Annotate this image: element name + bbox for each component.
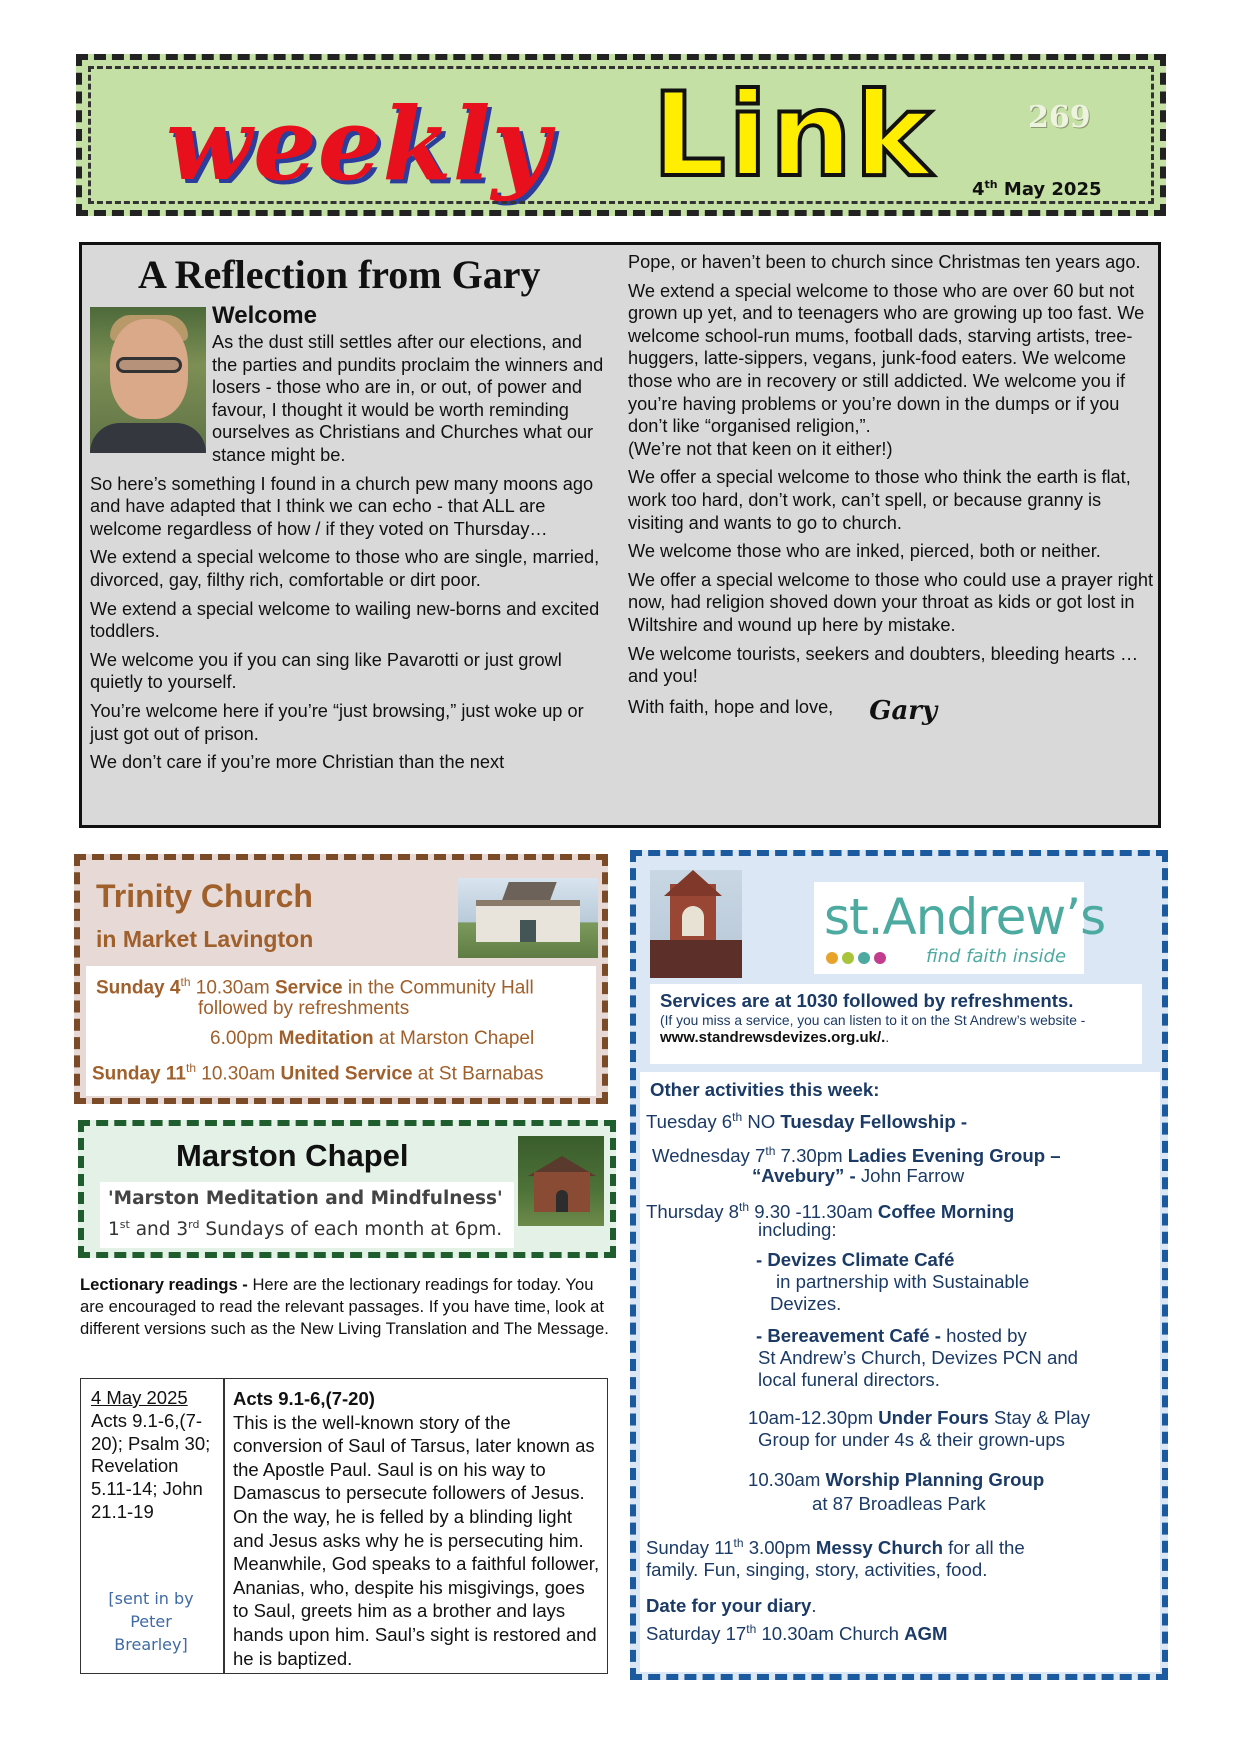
st-andrews-logo (814, 882, 1106, 974)
masthead-banner (76, 54, 1166, 216)
issue-date-rest: May 2025 (1003, 179, 1102, 200)
issue-date-day: 4 (972, 179, 985, 200)
reflection-left-column (90, 302, 610, 780)
reflection-section (79, 242, 1161, 828)
trinity-church-name: Trinity Church (96, 878, 313, 914)
lectionary-intro (80, 1274, 616, 1340)
marston-details (100, 1182, 514, 1248)
reflection-paragraph: Pope, or haven’t been to church since Christmas ten years ago. (628, 252, 1141, 272)
lectionary-readings-cell (91, 1387, 217, 1524)
lectionary-passage-summary: This is the well-known story of the conversion of Saul of Tarsus, later known as the Apostle Paul. Saul is on his way to Damascus to persecute followers of Jesus. On the way, he is felled by a blinding light and Jesus asks why he is persecuting him. Meanwhile, God speaks to a faithful follower, Ananias, who, despite his misgivings, goes to Saul, greets him as a brother and lays hands upon him. Saul’s sight is restored and he is baptized. (233, 1411, 600, 1669)
lectionary-passage-cell (233, 1387, 603, 1670)
marston-chapel-box (78, 1120, 616, 1258)
bereavement-cafe-title: - Bereavement Café - hosted by (756, 1325, 1027, 1346)
reflection-paragraph: As the dust still settles after our elections, and the parties and pundits proclaim the winners and losers - those who are in, or out, of power and favour, I thought it would be worth reminding ourselves as Christians and Churches what our stance might be. (212, 332, 604, 465)
activity-sunday: Sunday 11th 3.00pm Messy Church for all the (646, 1536, 1025, 1559)
marston-chapel-photo (518, 1136, 604, 1226)
diary-agm: Saturday 17th 10.30am Church AGM (646, 1622, 948, 1645)
trinity-church-box (74, 854, 608, 1104)
services-note: (If you miss a service, you can listen to it on the St Andrew’s website - www.standrewsdevizes.org.uk/.. (660, 1013, 1086, 1046)
st-andrews-church-photo (650, 870, 742, 978)
bereavement-cafe-detail: St Andrew’s Church, Devizes PCN and (758, 1347, 1079, 1368)
trinity-meditation-line: 6.00pm Meditation at Marston Chapel (210, 1028, 535, 1049)
st-andrews-services (650, 984, 1142, 1064)
website-link[interactable]: www.standrewsdevizes.org.uk/. (660, 1029, 886, 1046)
activity-under-fours-detail: Group for under 4s & their grown-ups (758, 1429, 1065, 1450)
services-info: Services are at 1030 followed by refreshments. (660, 990, 1074, 1011)
activities-heading: Other activities this week: (650, 1079, 880, 1100)
issue-date (972, 178, 1102, 200)
reflection-paragraph: We don’t care if you’re more Christian than the next (90, 752, 505, 773)
activity-worship-planning: 10.30am Worship Planning Group (748, 1469, 1045, 1490)
lectionary-intro-text: Here are the lectionary readings for today. You are encouraged to read the relevant passages. If you have time, look at different versions such as the New Living Translation and The Message. (80, 1275, 609, 1338)
trinity-sunday-11-line: Sunday 11th 10.30am United Service at St Barnabas (92, 1061, 544, 1085)
reflection-paragraph: (We’re not that keen on it either!) (628, 438, 893, 459)
climate-cafe-detail-2: Devizes. (770, 1293, 842, 1314)
issue-number: 269 (1028, 100, 1091, 135)
signoff-text: With faith, hope and love, (628, 696, 834, 717)
reflection-paragraph: We extend a special welcome to those who are single, married, divorced, gay, filthy rich, comfortable or dirt poor. (90, 547, 600, 590)
lectionary-heading: Lectionary readings - (80, 1275, 248, 1294)
lectionary-table (80, 1378, 608, 1674)
reflection-title: A Reflection from Gary (138, 252, 541, 297)
logo-dots-icon (826, 952, 886, 964)
lectionary-credit: [sent in by Peter Brearley] (108, 1589, 194, 1654)
bereavement-cafe-detail-2: local funeral directors. (758, 1369, 940, 1390)
marston-chapel-name: Marston Chapel (176, 1138, 409, 1173)
activity-under-fours: 10am-12.30pm Under Fours Stay & Play (748, 1407, 1091, 1428)
trinity-church-location: in Market Lavington (96, 926, 314, 952)
reflection-paragraph: We welcome those who are inked, pierced, both or neither. (628, 541, 1101, 562)
marston-schedule: 1st and 3rd Sundays of each month at 6pm. (108, 1218, 503, 1241)
reflection-paragraph: We extend a special welcome to those who are over 60 but not grown up yet, and to teenagers who are growing up too fast. We welcome school-run mums, football dads, starving artists, tree-huggers, latte-sippers, vegans, junk-food eaters. We welcome those who are in recovery or still addicted. We welcome you if you’re having problems or you’re down in the dumps or if you don’t like “organised religion,”. (628, 280, 1145, 437)
reflection-paragraph: We offer a special welcome to those who think the earth is flat, work too hard, don’t work, can’t spell, or because granny is visiting and wants to go to church. (628, 467, 1131, 533)
reflection-paragraph: We welcome tourists, seekers and doubters, bleeding hearts … and you! (628, 643, 1139, 687)
st-andrews-activities (640, 1072, 1160, 1672)
masthead-title-link: Link (652, 68, 934, 203)
activity-wednesday: Wednesday 7th 7.30pm Ladies Evening Group – (652, 1144, 1061, 1167)
activity-sunday-detail: family. Fun, singing, story, activities, food. (646, 1559, 988, 1580)
masthead-title-weekly: weekly (166, 85, 551, 203)
climate-cafe-detail: in partnership with Sustainable (776, 1271, 1030, 1292)
lectionary-readings-list: Acts 9.1-6,(7-20); Psalm 30; Revelation 5.11-14; John 21.1-19 (91, 1409, 211, 1522)
climate-cafe-title: - Devizes Climate Café (756, 1249, 955, 1270)
activity-wednesday-detail: “Avebury” - John Farrow (752, 1165, 965, 1186)
activity-worship-planning-detail: at 87 Broadleas Park (812, 1493, 986, 1514)
reflection-right-column (628, 251, 1156, 726)
reflection-paragraph: We welcome you if you can sing like Pavarotti or just growl quietly to yourself. (90, 649, 562, 693)
trinity-sunday-4-line: Sunday 4th 10.30am Service in the Community Hall (96, 975, 534, 999)
activity-thursday-including: including: (758, 1219, 837, 1240)
diary-heading: Date for your diary. (646, 1595, 817, 1616)
welcome-heading: Welcome (212, 302, 317, 329)
signature: Gary (869, 695, 938, 726)
signoff-line (628, 694, 1156, 726)
trinity-church-photo (458, 878, 598, 958)
reflection-paragraph: We extend a special welcome to wailing new-borns and excited toddlers. (90, 598, 600, 642)
st-andrews-tagline: find faith inside (926, 946, 1067, 967)
lectionary-date: 4 May 2025 (91, 1387, 188, 1408)
reflection-paragraph: We offer a special welcome to those who could use a prayer right now, had religion shoved down your throat as kids or got lost in Wiltshire and wound up here by mistake. (628, 569, 1154, 635)
trinity-refreshments-line: followed by refreshments (198, 998, 410, 1019)
st-andrews-box (630, 850, 1168, 1680)
reflection-paragraph: You’re welcome here if you’re “just browsing,” just woke up or just got out of prison. (90, 700, 584, 744)
issue-date-suffix: th (984, 178, 998, 191)
lectionary-passage-title: Acts 9.1-6,(7-20) (233, 1388, 375, 1409)
reflection-paragraph: So here’s something I found in a church pew many moons ago and have adapted that I think we can echo - that ALL are welcome regardless of how / if they voted on Thursday… (90, 473, 594, 539)
trinity-schedule (86, 966, 596, 1096)
activity-thursday: Thursday 8th 9.30 -11.30am Coffee Morning (646, 1200, 1015, 1223)
activity-tuesday: Tuesday 6th NO Tuesday Fellowship - (646, 1110, 968, 1133)
st-andrews-logo-text: st.Andrew’s (824, 888, 1106, 946)
marston-event-name: 'Marston Meditation and Mindfulness' (108, 1188, 503, 1209)
